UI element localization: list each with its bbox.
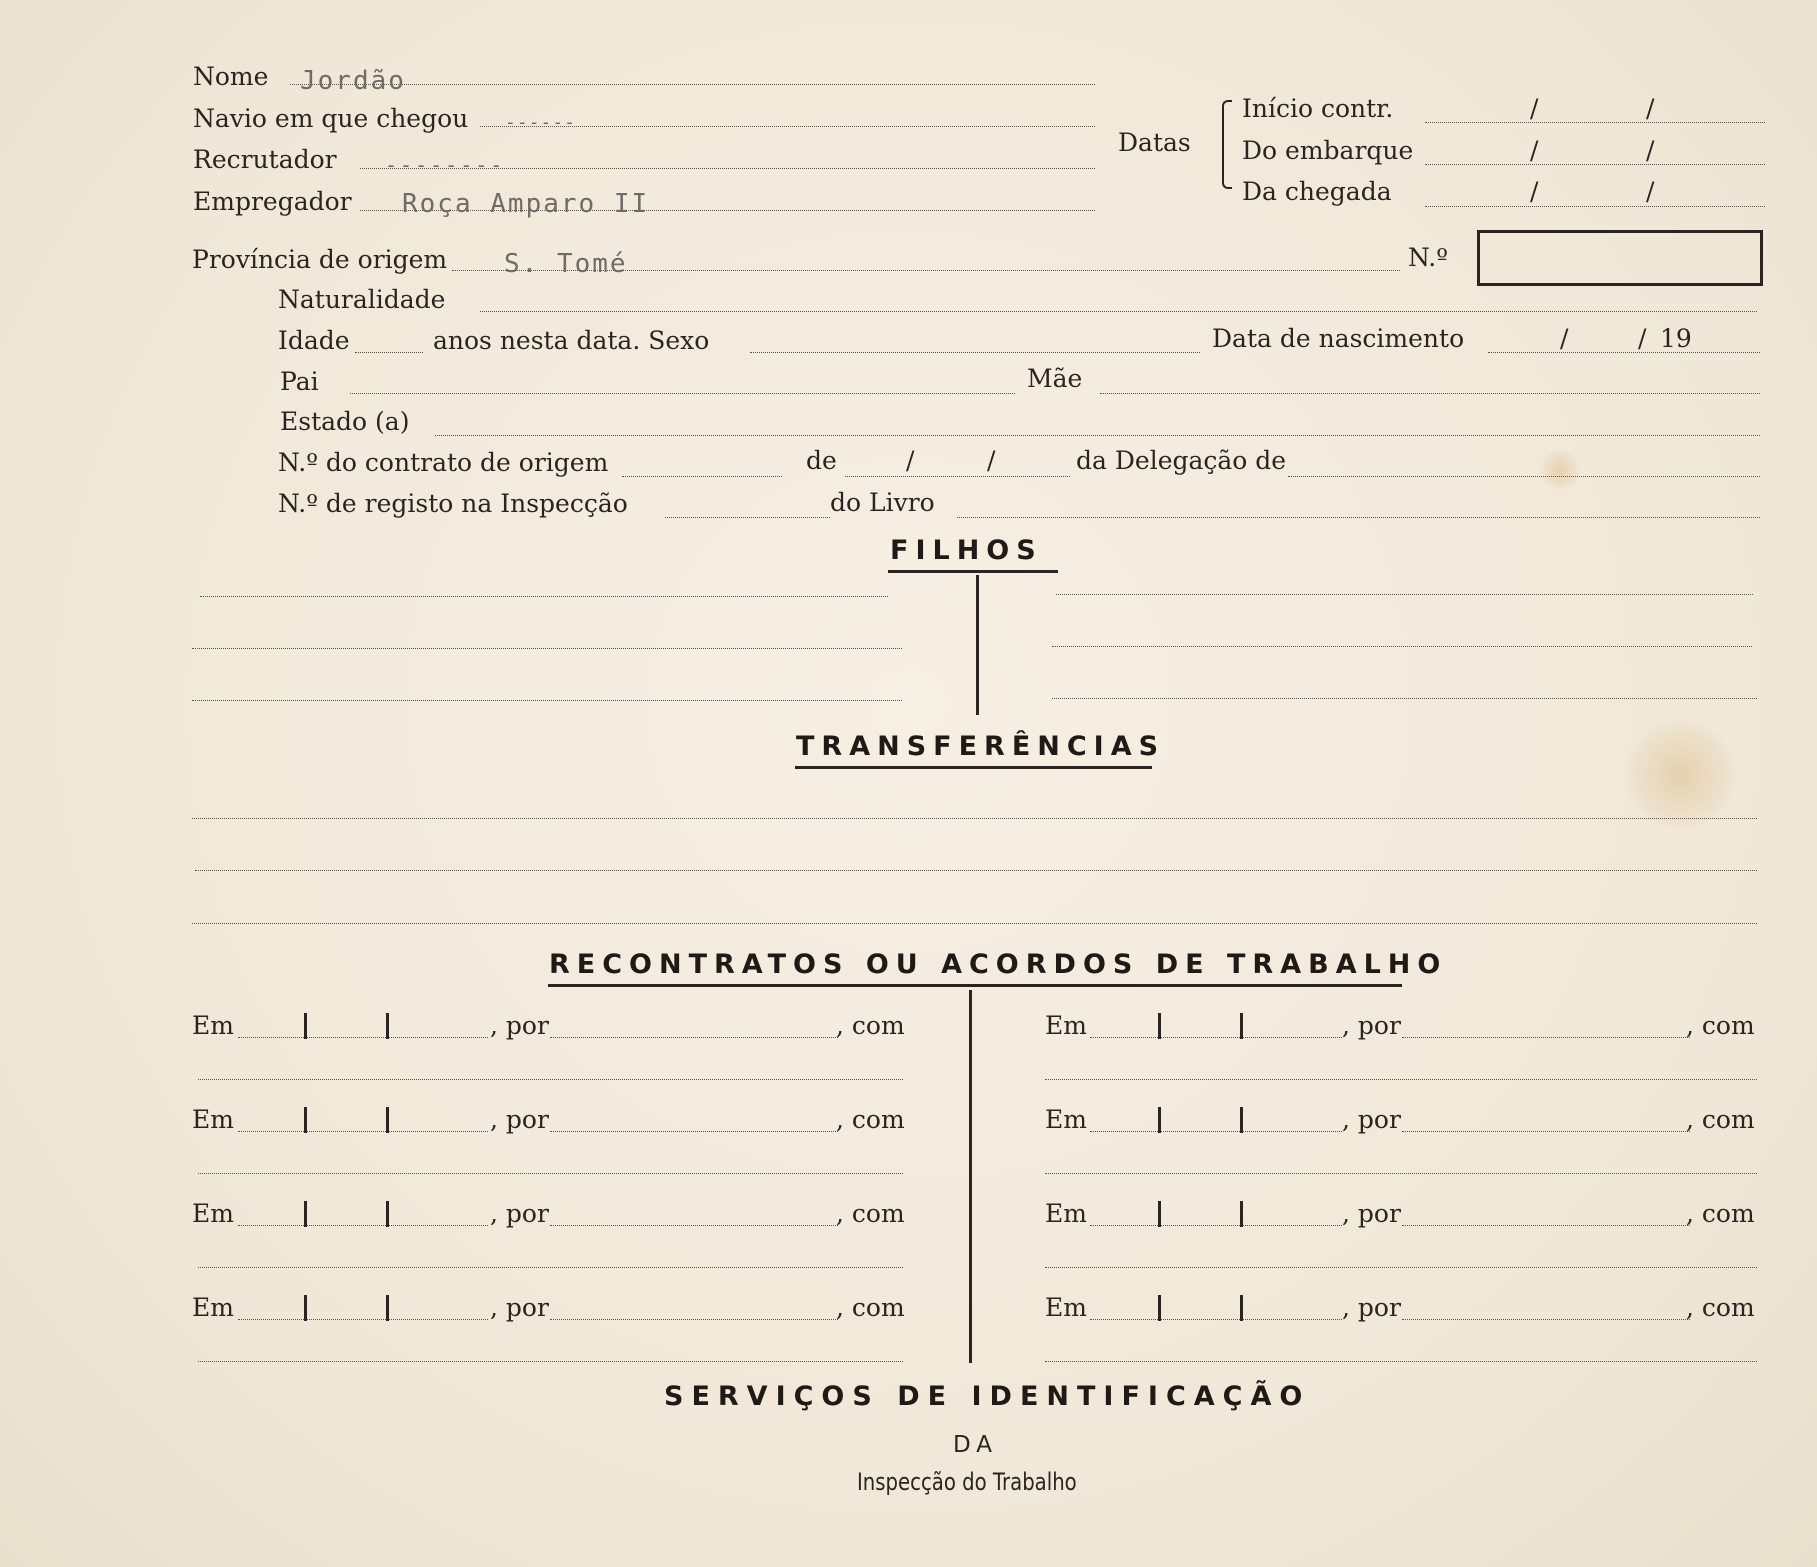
recontrato-left-1-com-label: , com — [836, 1011, 905, 1040]
recontrato-right-2-por-line — [1402, 1131, 1690, 1132]
recontrato-left-1-date-line — [238, 1037, 488, 1038]
recontrato-left-1-date-tick-2 — [386, 1013, 389, 1039]
transferencias-line-2 — [195, 870, 1757, 871]
navio-label: Navio em que chegou — [193, 104, 469, 133]
recontrato-left-2-date-tick-2 — [386, 1107, 389, 1133]
recontrato-left-3-por-line — [550, 1225, 838, 1226]
paper-stain — [1625, 720, 1735, 830]
recontrato-right-2-date-line — [1090, 1131, 1342, 1132]
idade-label: Idade — [278, 326, 350, 355]
nascimento-line — [1488, 352, 1760, 353]
pai-label: Pai — [280, 367, 319, 396]
recontratos-heading: RECONTRATOS OU ACORDOS DE TRABALHO — [549, 949, 1448, 980]
recontrato-right-1-em-label: Em — [1045, 1011, 1087, 1040]
recontrato-left-4-por-line — [550, 1319, 838, 1320]
chegada-slash-2: / — [1646, 177, 1655, 206]
chegada-line — [1425, 206, 1765, 207]
recontrato-left-1-date-tick-1 — [304, 1013, 307, 1039]
recontrato-right-3-por-line — [1402, 1225, 1690, 1226]
recontrato-right-3-date-tick-2 — [1240, 1201, 1243, 1227]
datas-label: Datas — [1118, 128, 1191, 157]
transferencias-heading: TRANSFERÊNCIAS — [796, 731, 1166, 762]
recontrato-left-3-date-line — [238, 1225, 488, 1226]
recontrato-right-2-continuation-line — [1045, 1173, 1757, 1174]
transferencias-underline — [795, 766, 1152, 769]
recontrato-right-3-por-label: , por — [1342, 1199, 1401, 1228]
recontrato-right-4-date-tick-1 — [1158, 1295, 1161, 1321]
inicio-line — [1425, 122, 1765, 123]
filhos-left-line-1 — [200, 596, 888, 597]
recontrato-left-2-date-tick-1 — [304, 1107, 307, 1133]
registo-line — [665, 517, 830, 518]
recontrato-right-2-com-label: , com — [1686, 1105, 1755, 1134]
numero-box[interactable] — [1477, 230, 1763, 286]
recontrato-right-3-date-line — [1090, 1225, 1342, 1226]
recrutador-label: Recrutador — [193, 145, 337, 174]
livro-line — [957, 517, 1760, 518]
embarque-slash-2: / — [1646, 136, 1655, 165]
recontrato-left-4-date-line — [238, 1319, 488, 1320]
filhos-right-line-1 — [1056, 594, 1753, 595]
recontrato-left-2-date-line — [238, 1131, 488, 1132]
registo-label: N.º de registo na Inspecção — [278, 489, 628, 518]
recontrato-left-3-com-label: , com — [836, 1199, 905, 1228]
recontrato-right-3-date-tick-1 — [1158, 1201, 1161, 1227]
recontrato-left-3-em-label: Em — [192, 1199, 234, 1228]
chegada-slash-1: / — [1530, 177, 1539, 206]
navio-value[interactable]: ------ — [505, 112, 577, 133]
recontratos-divider — [969, 990, 972, 1363]
filhos-left-line-2 — [192, 648, 902, 649]
recontrato-left-2-por-label: , por — [490, 1105, 549, 1134]
inicio-slash-1: / — [1530, 94, 1539, 123]
livro-label: do Livro — [830, 488, 935, 517]
filhos-right-line-3 — [1052, 698, 1757, 699]
contrato-date-line — [845, 476, 1070, 477]
recontrato-right-1-por-line — [1402, 1037, 1690, 1038]
recontrato-right-1-com-label: , com — [1686, 1011, 1755, 1040]
recontrato-left-4-date-tick-2 — [386, 1295, 389, 1321]
inicio-label: Início contr. — [1242, 94, 1394, 123]
recontrato-left-3-date-tick-2 — [386, 1201, 389, 1227]
datas-brace — [1222, 100, 1232, 189]
recontrato-left-1-por-line — [550, 1037, 838, 1038]
estado-line — [435, 435, 1760, 436]
recontrato-left-4-com-label: , com — [836, 1293, 905, 1322]
filhos-divider — [976, 575, 979, 715]
pai-line — [350, 393, 1015, 394]
provincia-value[interactable]: S. Tomé — [504, 249, 628, 279]
contrato-slash-2: / — [987, 446, 996, 475]
recontrato-left-4-date-tick-1 — [304, 1295, 307, 1321]
recontrato-right-2-date-tick-1 — [1158, 1107, 1161, 1133]
delegacao-line — [1288, 476, 1760, 477]
recontrato-right-4-date-line — [1090, 1319, 1342, 1320]
recontrato-right-4-com-label: , com — [1686, 1293, 1755, 1322]
filhos-left-line-3 — [192, 700, 902, 701]
recontrato-left-1-em-label: Em — [192, 1011, 234, 1040]
filhos-right-line-2 — [1052, 646, 1752, 647]
naturalidade-label: Naturalidade — [278, 285, 446, 314]
recontrato-left-1-por-label: , por — [490, 1011, 549, 1040]
idade-line — [355, 352, 423, 353]
nascimento-label: Data de nascimento — [1212, 324, 1465, 353]
recontrato-left-1-continuation-line — [198, 1079, 903, 1080]
anos-sexo-label: anos nesta data. Sexo — [433, 326, 710, 355]
recontrato-left-4-continuation-line — [198, 1361, 903, 1362]
recontrato-right-3-continuation-line — [1045, 1267, 1757, 1268]
recontrato-right-1-date-tick-2 — [1240, 1013, 1243, 1039]
provincia-label: Província de origem — [192, 245, 448, 274]
recontratos-underline — [548, 984, 1402, 987]
footer-line-1: SERVIÇOS DE IDENTIFICAÇÃO — [664, 1381, 1311, 1412]
recontrato-right-2-date-tick-2 — [1240, 1107, 1243, 1133]
recontrato-left-2-por-line — [550, 1131, 838, 1132]
recontrato-right-4-continuation-line — [1045, 1361, 1757, 1362]
nome-value[interactable]: Jordão — [300, 66, 406, 96]
nome-line — [290, 84, 1095, 85]
recontrato-right-1-date-line — [1090, 1037, 1342, 1038]
recontrato-right-2-por-label: , por — [1342, 1105, 1401, 1134]
empregador-value[interactable]: Roça Amparo II — [402, 189, 650, 219]
filhos-heading: FILHOS — [890, 535, 1043, 566]
nascimento-year-prefix: 19 — [1660, 324, 1692, 353]
mae-label: Mãe — [1027, 364, 1083, 393]
recontrato-left-2-em-label: Em — [192, 1105, 234, 1134]
recontrato-left-3-por-label: , por — [490, 1199, 549, 1228]
nascimento-slash-2: / — [1638, 324, 1647, 353]
recontrato-right-1-continuation-line — [1045, 1079, 1757, 1080]
recontrato-left-2-com-label: , com — [836, 1105, 905, 1134]
recontrato-right-1-date-tick-1 — [1158, 1013, 1161, 1039]
contrato-de-label: de — [806, 446, 837, 475]
recontrato-right-3-em-label: Em — [1045, 1199, 1087, 1228]
nome-label: Nome — [193, 62, 269, 91]
recontrato-right-3-com-label: , com — [1686, 1199, 1755, 1228]
footer-line-3: Inspecção do Trabalho — [857, 1468, 1077, 1496]
estado-label: Estado (a) — [280, 407, 410, 436]
sexo-line — [750, 352, 1200, 353]
recontrato-left-4-por-label: , por — [490, 1293, 549, 1322]
embarque-line — [1425, 164, 1765, 165]
naturalidade-line — [480, 311, 1757, 312]
paper-stain — [1540, 450, 1580, 490]
transferencias-line-1 — [192, 818, 1757, 819]
delegacao-label: da Delegação de — [1076, 446, 1287, 475]
chegada-label: Da chegada — [1242, 177, 1392, 206]
recontrato-right-4-em-label: Em — [1045, 1293, 1087, 1322]
recontrato-right-1-por-label: , por — [1342, 1011, 1401, 1040]
recontrato-left-4-em-label: Em — [192, 1293, 234, 1322]
recontrato-left-3-date-tick-1 — [304, 1201, 307, 1227]
transferencias-line-3 — [192, 923, 1757, 924]
contrato-line — [622, 476, 782, 477]
filhos-underline — [888, 570, 1058, 573]
embarque-label: Do embarque — [1242, 136, 1414, 165]
recontrato-left-2-continuation-line — [198, 1173, 903, 1174]
recrutador-value[interactable]: -------- — [385, 153, 506, 177]
contrato-slash-1: / — [906, 446, 915, 475]
recontrato-right-2-em-label: Em — [1045, 1105, 1087, 1134]
embarque-slash-1: / — [1530, 136, 1539, 165]
numero-label: N.º — [1408, 243, 1448, 272]
recontrato-right-4-por-line — [1402, 1319, 1690, 1320]
footer-line-2: DA — [953, 1432, 999, 1458]
contrato-label: N.º do contrato de origem — [278, 448, 609, 477]
nascimento-slash-1: / — [1560, 324, 1569, 353]
recontrato-right-4-date-tick-2 — [1240, 1295, 1243, 1321]
recontrato-right-4-por-label: , por — [1342, 1293, 1401, 1322]
empregador-label: Empregador — [193, 187, 352, 216]
mae-line — [1100, 393, 1760, 394]
inicio-slash-2: / — [1646, 94, 1655, 123]
recontrato-left-3-continuation-line — [198, 1267, 903, 1268]
